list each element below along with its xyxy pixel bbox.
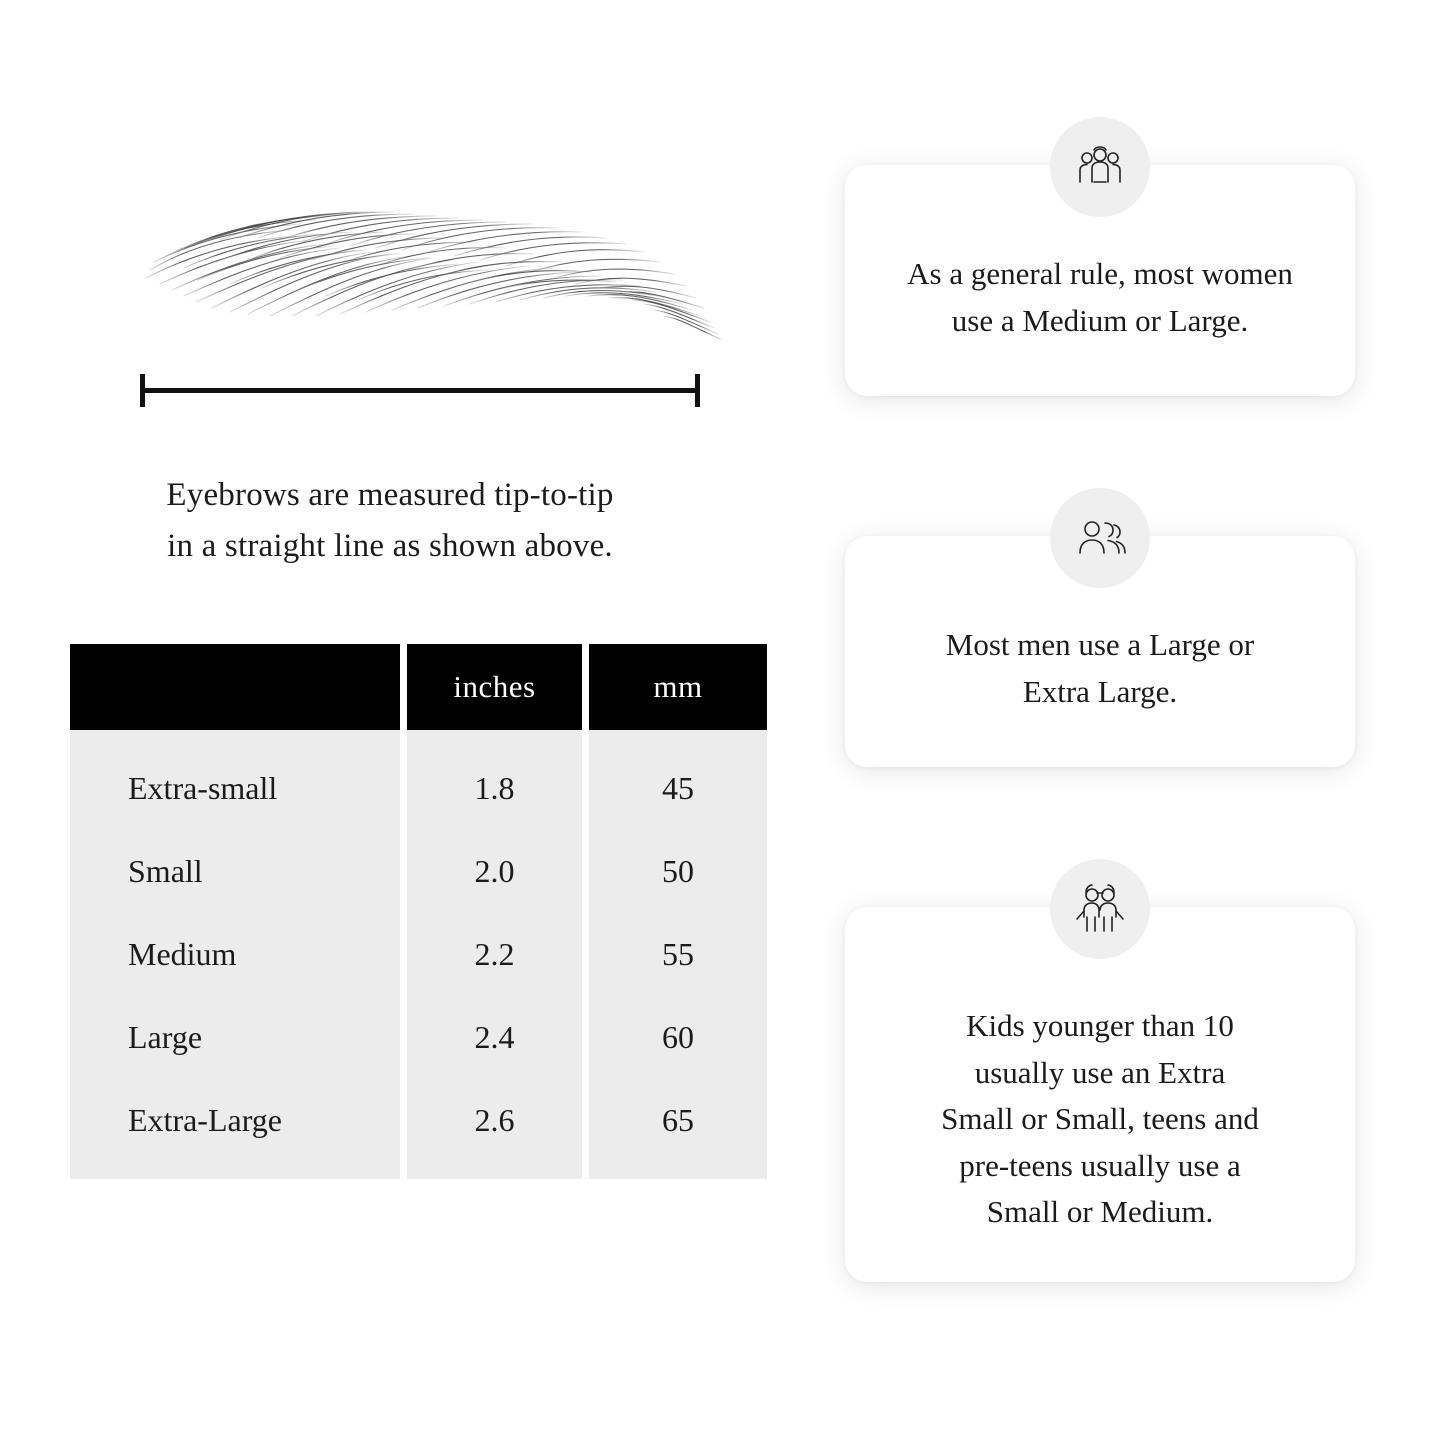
cell-mm: 65	[589, 1079, 767, 1179]
cell-size-name: Extra-Large	[70, 1079, 400, 1179]
cell-size-name: Large	[70, 996, 400, 1079]
caption-line-2: in a straight line as shown above.	[167, 528, 613, 565]
cell-mm: 50	[589, 830, 767, 913]
card-kids-line-5: Small or Medium.	[986, 1194, 1214, 1229]
table-row	[70, 830, 767, 913]
header-inches: inches	[407, 644, 582, 730]
measure-line	[140, 388, 700, 393]
cell-inches: 2.4	[407, 996, 582, 1079]
card-women	[845, 165, 1355, 396]
card-men	[845, 536, 1355, 767]
table-row	[70, 913, 767, 996]
card-kids-text	[879, 1003, 1321, 1236]
eyebrow-icon	[120, 150, 740, 380]
table-header-row	[70, 644, 767, 730]
table-row	[70, 730, 767, 830]
card-men-text	[883, 622, 1317, 715]
cell-mm: 45	[589, 730, 767, 830]
cell-mm: 55	[589, 913, 767, 996]
card-women-line-2: use a Medium or Large.	[951, 302, 1249, 338]
card-kids-line-1: Kids younger than 10	[966, 1008, 1234, 1043]
cell-size-name: Extra-small	[70, 730, 400, 830]
measurement-bar	[140, 370, 700, 410]
card-kids-line-4: pre-teens usually use a	[959, 1147, 1241, 1183]
card-men-line-2: Extra Large.	[1022, 673, 1178, 709]
cell-inches: 2.2	[407, 913, 582, 996]
cell-inches: 2.0	[407, 830, 582, 913]
measure-cap-right	[695, 374, 700, 407]
cell-size-name: Medium	[70, 913, 400, 996]
cell-size-name: Small	[70, 830, 400, 913]
card-kids-line-3: Small or Small, teens and	[941, 1101, 1259, 1136]
header-mm: mm	[589, 644, 767, 730]
men-group-icon	[1050, 488, 1150, 588]
card-kids-line-2: usually use an Extra	[974, 1054, 1226, 1090]
size-chart-table	[63, 644, 774, 1179]
card-women-line-1: As a general rule, most women	[907, 256, 1293, 291]
measurement-caption	[70, 470, 710, 572]
eyebrow-illustration	[120, 150, 740, 380]
header-size	[70, 644, 400, 730]
recommendation-cards	[845, 165, 1365, 1422]
cell-inches: 1.8	[407, 730, 582, 830]
table-row	[70, 996, 767, 1079]
card-women-text	[883, 251, 1317, 344]
caption-line-1: Eyebrows are measured tip-to-tip	[166, 477, 614, 513]
measurement-section	[70, 150, 770, 1179]
women-group-icon	[1050, 117, 1150, 217]
cell-mm: 60	[589, 996, 767, 1079]
cell-inches: 2.6	[407, 1079, 582, 1179]
card-men-line-1: Most men use a Large or	[945, 627, 1255, 662]
kids-group-icon	[1050, 859, 1150, 959]
card-kids	[845, 907, 1355, 1282]
table-row	[70, 1079, 767, 1179]
